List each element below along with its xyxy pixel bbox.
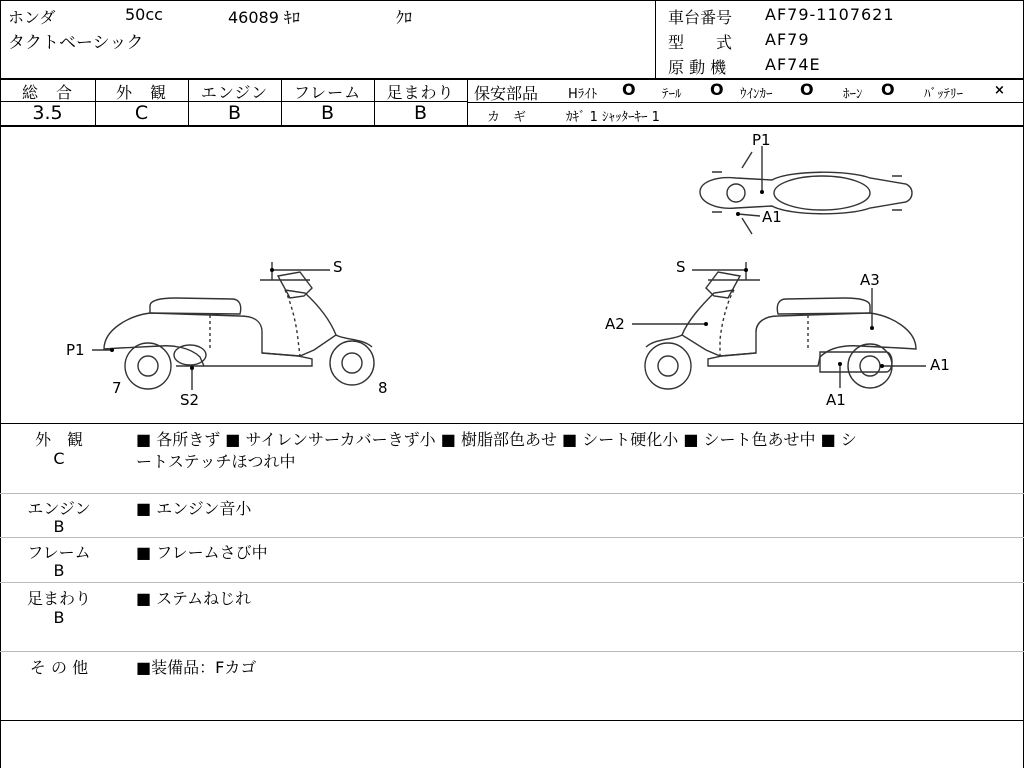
label-left-8: 8 [378,379,388,397]
detail-suspension-label: 足まわり [26,589,91,608]
label-left-s2: S2 [180,391,200,409]
detail-suspension-grade: B [53,608,65,627]
grade-frame-label: フレーム [293,83,362,102]
detail-other-text: ■装備品：Fカゴ [136,658,257,677]
grade-exterior-label: 外 観 [115,83,167,102]
leader-top-a1 [738,214,760,216]
key-value: ｶｷﾞ 1 ｼｬｯﾀｰｷｰ 1 [566,110,660,125]
tail-label: ﾃｰﾙ [662,87,682,102]
color: ｸﾛ [396,8,413,27]
detail-frame-text: ■ フレームさび中 [136,543,268,562]
grade-engine: B [227,102,242,124]
detail-other-label: そ の 他 [29,658,89,677]
label-left-s: S [333,258,343,276]
frame-no: AF79-1107621 [765,5,895,24]
label-top-p1: P1 [752,131,771,149]
horn-label: ﾎｰﾝ [843,87,863,102]
winker-mark: O [800,80,814,99]
scooter-top-view [700,152,912,234]
detail-frame-label: フレーム [27,543,91,562]
grade-suspension: B [413,102,428,124]
grade-engine-label: エンジン [200,83,269,102]
model-name: タクトベーシック [8,33,144,53]
tail-mark: O [710,80,724,99]
detail-engine-text: ■ エンジン音小 [136,499,252,518]
grade-exterior: C [134,102,149,124]
detail-exterior-grade: C [53,449,65,468]
mileage: 46089 ｷﾛ [228,8,300,27]
type-value: AF79 [765,30,810,49]
winker-label: ｳｲﾝｶｰ [740,87,773,102]
safety-label: 保安部品 [474,84,539,103]
label-right-a1-side: A1 [930,356,950,374]
detail-frame-grade: B [53,561,65,580]
detail-suspension-text: ■ ステムねじれ [136,589,252,608]
horn-mark: O [881,80,895,99]
battery-label: ﾊﾞｯﾃﾘｰ [924,87,963,102]
type-label: 型 式 [668,33,733,52]
key-label: カ ギ [487,110,527,125]
detail-exterior-text-cont: ートステッチほつれ中 [136,452,296,471]
maker: ホンダ [8,8,56,27]
label-left-p1: P1 [66,341,85,359]
label-right-a2: A2 [605,315,625,333]
detail-exterior-label: 外 観 [34,430,83,449]
headlight-mark: O [622,80,636,99]
label-right-s: S [676,258,686,276]
grade-total-label: 総 合 [21,83,73,102]
label-left-7: 7 [112,379,122,397]
label-right-a1-bottom: A1 [826,391,846,409]
battery-mark: × [994,83,1005,98]
engine-label: 原 動 機 [668,58,727,77]
detail-engine-label: エンジン [27,499,91,518]
headlight-label: Hﾗｲﾄ [568,87,598,102]
engine-cc: 50cc [125,5,163,24]
label-right-a3: A3 [860,271,880,289]
grade-frame: B [320,102,335,124]
frame-no-label: 車台番号 [668,8,733,27]
detail-exterior-text: ■ 各所きず ■ サイレンサーカバーきず小 ■ 樹脂部色あせ ■ シート硬化小 ■ シート色あせ中 ■ シ [136,430,857,449]
label-top-a1: A1 [762,208,782,226]
grade-suspension-label: 足まわり [386,83,455,102]
grade-total: 3.5 [32,102,63,124]
scooter-left-view [104,262,374,389]
detail-engine-grade: B [53,517,65,536]
engine-code: AF74E [765,55,821,74]
